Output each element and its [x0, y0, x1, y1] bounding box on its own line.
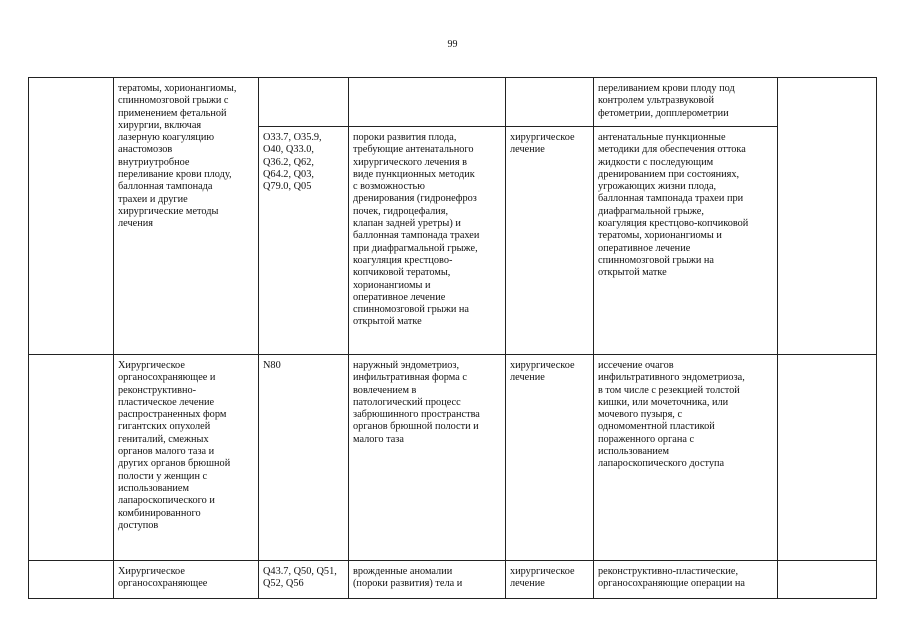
- diagnosis-cell: [349, 78, 506, 127]
- cost-cell: [778, 78, 877, 355]
- diagnosis-cell: пороки развития плода, требующие антенатального хирургического лечения в виде пункционных методик с возможностью дренирования (гидронефроз почек, гидроцефалия, клапан задней уретры) и баллонная тампонада трахеи при диафрагмальной грыже, коагуляция крестцово- копчиковой тератомы, хорионангиомы и оперативное лечение спинномозговой грыжи на открытой матке: [349, 127, 506, 355]
- page-number: 99: [447, 39, 458, 50]
- number-cell: [29, 78, 114, 355]
- operation-cell: переливанием крови плоду под контролем ультразвуковой фетометрии, допплерометрии: [594, 78, 778, 127]
- treatment-cell: хирургическое лечение: [506, 355, 594, 561]
- method-cell: Хирургическое органосохраняющее и реконструктивно- пластическое лечение распространенных форм гигантских опухолей гениталий, смежных органов малого таза и других органов брюшной полости у женщин с использованием лапароскопического и комбинированного доступов: [114, 355, 259, 561]
- operation-cell: иссечение очагов инфильтративного эндометриоза, в том числе с резекцией толстой кишки, или мочеточника, или мочевого пузыря, с одномоментной пластикой пораженного органа с использованием лапароскопического доступа: [594, 355, 778, 561]
- operation-cell: реконструктивно-пластические, органосохраняющие операции на: [594, 561, 778, 599]
- cost-cell: [778, 561, 877, 599]
- codes-cell: N80: [259, 355, 349, 561]
- codes-cell: [259, 78, 349, 127]
- treatment-cell: [506, 78, 594, 127]
- treatment-cell: хирургическое лечение: [506, 561, 594, 599]
- table-row: [29, 561, 877, 599]
- diagnosis-cell: наружный эндометриоз, инфильтративная форма с вовлечением в патологический процесс забрюшинного пространства органов брюшной полости и малого таза: [349, 355, 506, 561]
- method-cell: Хирургическое органосохраняющее: [114, 561, 259, 599]
- table-row: [29, 355, 877, 561]
- medical-care-table: [28, 77, 877, 599]
- method-cell: тератомы, хорионангиомы, спинномозговой грыжи с применением фетальной хирургии, включая лазерную коагуляцию анастомозов внутриутробное переливание крови плоду, баллонная тампонада трахеи и другие хирургические методы лечения: [114, 78, 259, 355]
- cost-cell: [778, 355, 877, 561]
- table-row: [29, 78, 877, 127]
- operation-cell: антенатальные пункционные методики для обеспечения оттока жидкости с последующим дренированием при состояниях, угрожающих жизни плода, баллонная тампонада трахеи при диафрагмальной грыже, коагуляция крестцово-копчиковой тератомы, хорионангиомы и оперативное лечение спинномозговой грыжи на открытой матке: [594, 127, 778, 355]
- diagnosis-cell: врожденные аномалии (пороки развития) тела и: [349, 561, 506, 599]
- treatment-cell: хирургическое лечение: [506, 127, 594, 355]
- number-cell: [29, 355, 114, 561]
- number-cell: [29, 561, 114, 599]
- codes-cell: Q43.7, Q50, Q51, Q52, Q56: [259, 561, 349, 599]
- codes-cell: O33.7, O35.9, O40, Q33.0, Q36.2, Q62, Q64.2, Q03, Q79.0, Q05: [259, 127, 349, 355]
